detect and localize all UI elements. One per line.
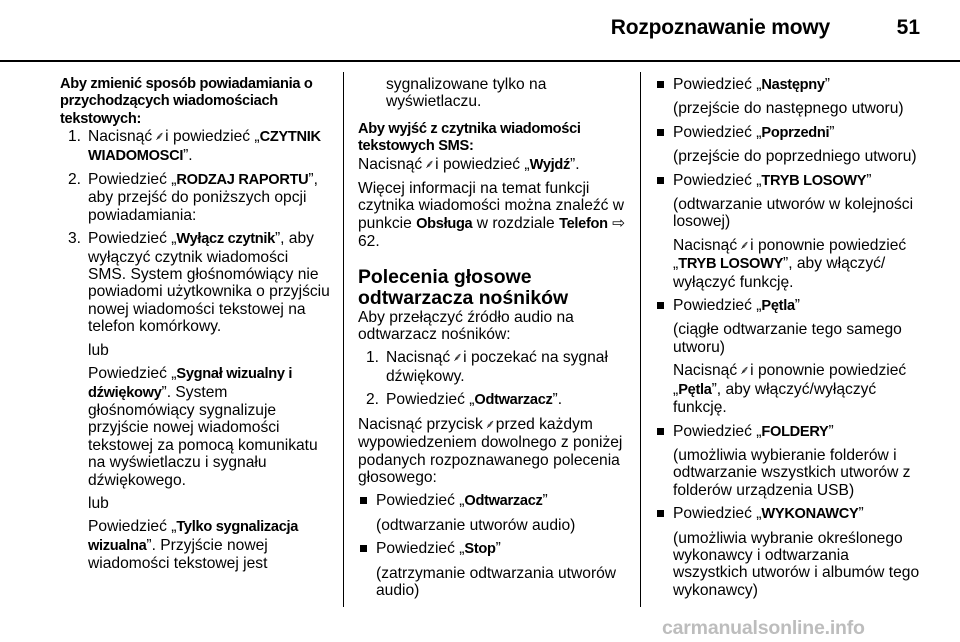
cmd-repeat-toggle: Nacisnąć ⸙ i ponownie powiedzieć „Pętla”, aby włączyć/wyłączyć funkcję.	[673, 362, 907, 417]
media-step-1: 1. Nacisnąć ⸙ i poczekać na sygnał dźwiękowy.	[366, 349, 608, 385]
bullet-square-icon	[657, 177, 664, 184]
page-number: 51	[896, 16, 920, 39]
column-1	[60, 76, 330, 573]
bullet-square-icon	[657, 510, 664, 517]
exit-heading: Aby wyjść z czytnika wiadomości tekstowych SMS:	[358, 120, 581, 155]
more-info: Więcej informacji na temat funkcji czytnika wiadomości można znaleźć w punkcie Obsługa w rozdziale Telefon ⇨ 62.	[358, 180, 626, 251]
cmd-shuffle: Powiedzieć „TRYB LOSOWY”	[655, 172, 927, 190]
step-1: 1. Nacisnąć ⸙ i powiedzieć „CZYTNIK WIADOMOSCI”.	[68, 128, 321, 164]
cmd-previous-desc: (przejście do poprzedniego utworu)	[673, 148, 917, 166]
header-rule	[0, 60, 960, 62]
cmd-artists: Powiedzieć „WYKONAWCY”	[655, 505, 927, 523]
option-visual-only: Powiedzieć „Tylko sygnalizacja wizualna”. Przyjście nowej wiadomości tekstowej jest	[88, 518, 299, 573]
page-ref-arrow-icon: ⇨	[612, 214, 626, 232]
cmd-repeat-desc: (ciągłe odtwarzanie tego samego utworu)	[673, 321, 902, 356]
cmd-stop: Powiedzieć „Stop”	[358, 540, 633, 558]
cmd-repeat: Powiedzieć „Pętla”	[655, 297, 927, 315]
bullet-square-icon	[657, 81, 664, 88]
column-divider-1	[343, 72, 344, 607]
bullet-square-icon	[657, 129, 664, 136]
cmd-play: Powiedzieć „Odtwarzacz”	[358, 492, 633, 510]
option-continuation: sygnalizowane tylko na wyświetlaczu.	[386, 76, 547, 111]
bullet-square-icon	[360, 497, 367, 504]
option-visual-audio: Powiedzieć „Sygnał wizualny i dźwiękowy”. System głośnomówiący sygnalizuje przyjście nowej wiadomości tekstowej za pomocą komunikatu na wyświetlaczu i sygnału dźwiękowego.	[88, 365, 318, 489]
voice-button-icon: ⸙	[424, 156, 434, 171]
voice-button-icon: ⸙	[484, 416, 494, 431]
media-step-2: 2. Powiedzieć „Odtwarzacz”.	[366, 391, 563, 409]
bullet-square-icon	[360, 545, 367, 552]
or-label-2: lub	[88, 494, 109, 512]
exit-instruction: Nacisnąć ⸙ i powiedzieć „Wyjdź”.	[358, 155, 580, 173]
page-header-title: Rozpoznawanie mowy	[610, 16, 830, 39]
cmd-previous: Powiedzieć „Poprzedni”	[655, 124, 927, 142]
watermark: carmanualsonline.info	[662, 617, 865, 639]
cmd-shuffle-desc: (odtwarzanie utworów w kolejności losowej)	[673, 196, 914, 231]
cmd-next: Powiedzieć „Następny”	[655, 76, 927, 94]
bullet-square-icon	[657, 302, 664, 309]
section-title: Polecenia głosowe odtwarzacza nośników	[358, 265, 569, 309]
column-2	[358, 76, 633, 599]
column-divider-2	[640, 72, 641, 607]
step-2: 2. Powiedzieć „RODZAJ RAPORTU”, aby przejść do poniższych opcji powiadamiania:	[68, 171, 318, 224]
cmd-artists-desc: (umożliwia wybranie określonego wykonawcy i odtwarzania wszystkich utworów i albumów tego wykonawcy)	[673, 529, 920, 599]
bullet-square-icon	[657, 428, 664, 435]
press-instruction: Nacisnąć przycisk ⸙ przed każdym wypowiedzeniem dowolnego z poniżej podanych rozpoznawanego polecenia głosowego:	[358, 415, 623, 486]
cmd-folders: Powiedzieć „FOLDERY”	[655, 423, 927, 441]
voice-button-icon: ⸙	[739, 237, 749, 252]
cmd-play-desc: (odtwarzanie utworów audio)	[376, 516, 576, 534]
step-3: 3. Powiedzieć „Wyłącz czytnik”, aby wyłączyć czytnik wiadomości SMS. System głośnomówiący nie powiadomi użytkownika o przyjściu nowej wiadomości tekstowej na telefon komórkowy.	[68, 230, 330, 336]
section-intro: Aby przełączyć źródło audio na odtwarzacz nośników:	[358, 308, 574, 344]
column-3	[655, 76, 927, 599]
voice-button-icon: ⸙	[739, 363, 749, 378]
cmd-shuffle-toggle: Nacisnąć ⸙ i ponownie powiedzieć „TRYB LOSOWY”, aby włączyć/ wyłączyć funkcję.	[673, 236, 907, 291]
or-label-1: lub	[88, 341, 109, 359]
cmd-folders-desc: (umożliwia wybieranie folderów i odtwarzanie wszystkich utworów z folderów urządzenia USB)	[673, 446, 911, 499]
cmd-next-desc: (przejście do następnego utworu)	[673, 100, 904, 118]
cmd-stop-desc: (zatrzymanie odtwarzania utworów audio)	[376, 564, 617, 599]
notify-heading: Aby zmienić sposób powiadamiania o przychodzących wiadomościach tekstowych:	[60, 76, 313, 127]
voice-button-icon: ⸙	[452, 350, 462, 365]
voice-button-icon: ⸙	[154, 129, 164, 144]
